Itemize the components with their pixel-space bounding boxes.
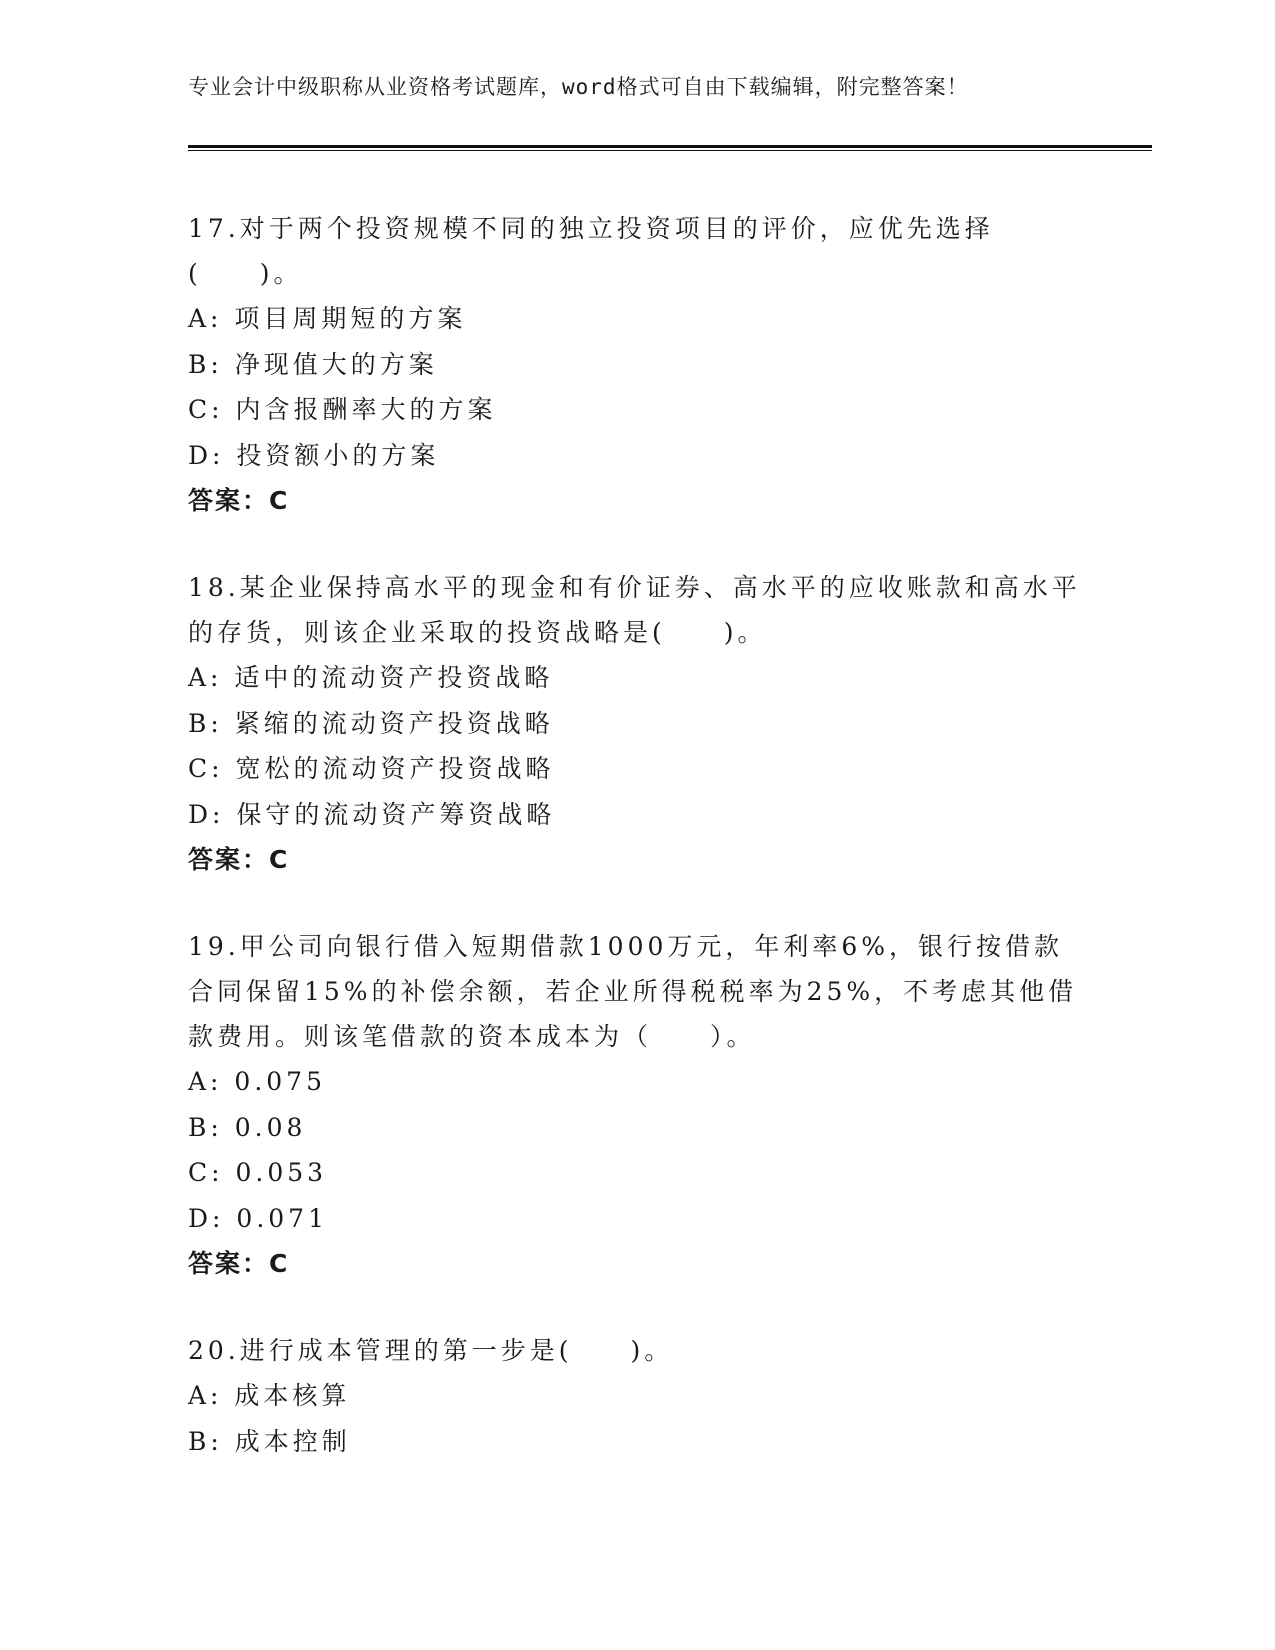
answer-label: 答案：C [188,845,290,874]
option-a: A: 适中的流动资产投资战略 [188,663,554,692]
page-header: 专业会计中级职称从业资格考试题库，word格式可自由下载编辑，附完整答案！ [188,75,969,99]
header-rule-thin [188,150,1152,151]
question-20 [188,1328,1088,1464]
option-c: C: 0.053 [188,1158,328,1187]
option-a: A: 项目周期短的方案 [188,304,467,333]
option-a: A: 成本核算 [188,1381,351,1410]
question-17 [188,206,1088,523]
option-c: C: 宽松的流动资产投资战略 [188,754,555,783]
question-list [188,206,1088,1506]
header-rule-thick [188,145,1152,148]
question-stem: 20.进行成本管理的第一步是( )。 [188,1336,674,1365]
question-18 [188,565,1088,882]
answer-label: 答案：C [188,486,290,515]
option-d: D: 保守的流动资产筹资战略 [188,799,556,829]
answer-label: 答案：C [188,1249,290,1278]
question-stem: 18.某企业保持高水平的现金和有价证券、高水平的应收账款和高水平的存货，则该企业采取的投资战略是( )。 [188,573,1081,647]
option-b: B: 成本控制 [188,1426,351,1456]
option-b: B: 0.08 [188,1112,307,1142]
option-b: B: 紧缩的流动资产投资战略 [188,708,554,738]
option-a: A: 0.075 [188,1067,326,1096]
question-stem: 19.甲公司向银行借入短期借款1000万元，年利率6%，银行按借款合同保留15%的补偿余额，若企业所得税税率为25%，不考虑其他借款费用。则该笔借款的资本成本为（ ）。 [188,932,1078,1051]
question-stem: 17.对于两个投资规模不同的独立投资项目的评价，应优先选择( )。 [188,214,994,288]
question-19 [188,924,1088,1286]
option-c: C: 内含报酬率大的方案 [188,395,497,424]
option-d: D: 投资额小的方案 [188,440,440,470]
option-b: B: 净现值大的方案 [188,349,438,379]
option-d: D: 0.071 [188,1203,328,1233]
